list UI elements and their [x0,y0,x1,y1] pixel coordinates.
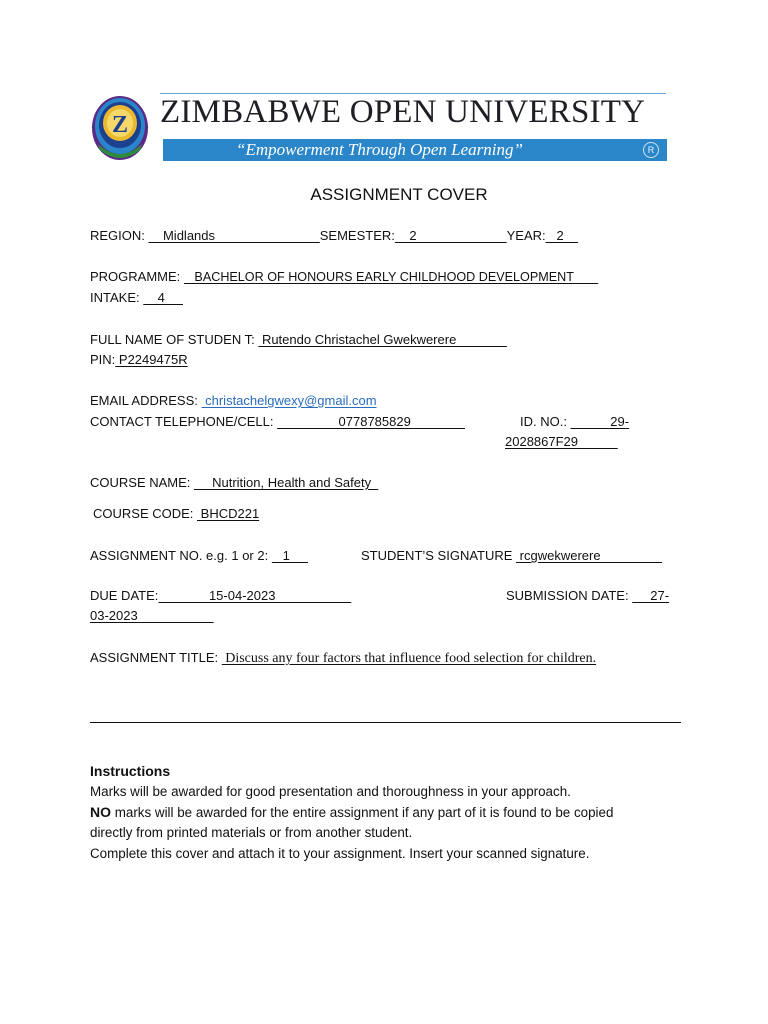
submission-label: SUBMISSION DATE: [506,588,629,603]
tagline-bar [163,139,667,161]
assignment-title-label: ASSIGNMENT TITLE: [90,650,219,665]
tagline: “Empowerment Through Open Learning” [236,140,523,159]
course-code-row [93,506,259,521]
instructions-heading: Instructions [90,763,171,779]
registered-mark-icon: R [643,142,659,158]
pin-label: PIN: [90,352,116,367]
instruction-no-emphasis: NO [90,804,111,820]
svg-text:Z: Z [111,112,129,138]
course-name-value: Nutrition, Health and Safety [194,475,379,490]
contact-row [90,414,465,429]
assignment-no-value: 1 [271,548,308,563]
logo-emblem-icon [90,92,150,162]
submission-continued [90,608,214,623]
due-date-value: 15-04-2023 [158,588,352,603]
divider [90,722,681,723]
assignment-no-row [90,548,308,563]
university-logo [90,92,150,162]
semester-label: SEMESTER: [319,228,395,243]
due-date-label: DUE DATE: [90,588,159,603]
year-label: YEAR: [506,228,546,243]
submission-value-line1: 27- [632,588,670,603]
region-row [90,228,578,243]
id-value-continued [505,434,618,449]
university-name: ZIMBABWE OPEN UNIVERSITY [160,94,646,130]
course-name-label: COURSE NAME: [90,475,191,490]
pin-value: P2249475R [115,352,188,367]
id-value-line1: 29- [570,414,630,429]
programme-row [90,269,598,284]
contact-label: CONTACT TELEPHONE/CELL: [90,414,274,429]
submission-value-line2: 03-2023 [90,608,214,623]
fullname-value: Rutendo Christachel Gwekwerere [258,332,507,347]
year-value: 2 [545,228,579,243]
course-code-value: BHCD221 [197,506,260,521]
assignment-title-value: Discuss any four factors that influence food selection for children. [221,651,597,666]
due-date-row [90,588,351,603]
email-link[interactable]: christachelgwexy@gmail.com [201,393,377,408]
fullname-label: FULL NAME OF STUDEN T: [90,332,255,347]
intake-label: INTAKE: [90,290,140,305]
pin-row [90,352,188,367]
course-code-label: COURSE CODE: [93,506,194,521]
email-row [90,393,377,408]
instruction-line-2 [90,804,613,820]
signature-value: rcgwekwerere [516,548,662,563]
region-value: Midlands [148,228,320,243]
instruction-line-3: directly from printed materials or from another student. [90,825,413,840]
instruction-line-4: Complete this cover and attach it to your assignment. Insert your scanned signature. [90,846,590,861]
id-value-line2: 2028867F29 [505,434,618,449]
signature-label: STUDENT’S SIGNATURE [361,548,513,563]
instruction-line-1: Marks will be awarded for good presentation and thoroughness in your approach. [90,784,571,799]
fullname-row [90,332,507,347]
region-label: REGION: [90,228,145,243]
assignment-title-row [90,650,596,667]
intake-row [90,290,183,305]
page-title: ASSIGNMENT COVER [310,185,488,204]
intake-value: 4 [143,290,183,305]
id-label: ID. NO.: [520,414,567,429]
course-name-row [90,475,378,490]
email-label: EMAIL ADDRESS: [90,393,198,408]
id-row [520,414,629,429]
instruction-line-2-text: marks will be awarded for the entire assignment if any part of it is found to be copied [111,805,614,820]
assignment-no-label: ASSIGNMENT NO. e.g. 1 or 2: [90,548,269,563]
programme-label: PROGRAMME: [90,269,181,284]
semester-value: 2 [394,228,507,243]
signature-row [361,548,662,563]
contact-value: 0778785829 [277,414,466,429]
submission-row [506,588,669,603]
programme-value: BACHELOR OF HONOURS EARLY CHILDHOOD DEVELOPMENT [183,270,599,284]
